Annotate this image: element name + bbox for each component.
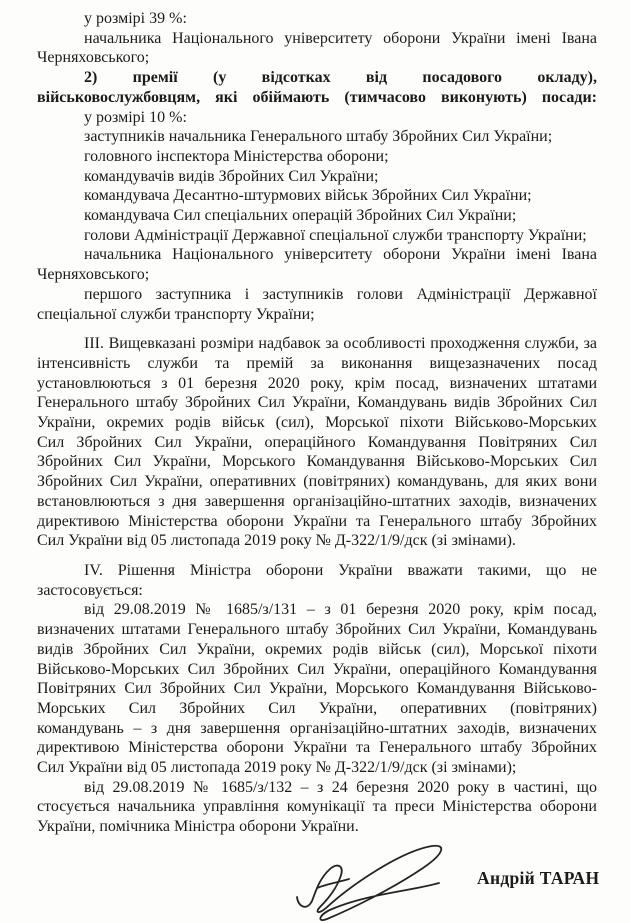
text-line: установлюються з 01 березня 2020 року, крім посад, визначених штатами (37, 374, 597, 392)
text-line: директивою Міністерства оборони України та Генерального штабу Збройних (37, 739, 597, 757)
text-line: визначених штатами Генерального штабу Збройних Сил України, Командувань (37, 621, 597, 639)
text-line: встановлюються з дня завершення організаційно-штатних заходів, визначених (37, 492, 597, 510)
text-line: першого заступника і заступників голови Адміністрації Державної (84, 285, 597, 303)
text-line: командувачів видів Збройних Сил України; (84, 167, 379, 185)
text-line: голови Адміністрації Державної спеціальної служби транспорту України; (84, 226, 587, 244)
text-line: Сил України від 05 листопада 2019 року № Д-322/1/9/дск (зі змінами); (37, 759, 517, 777)
clause-2-premii (37, 68, 597, 107)
text-line: Сил України від 05 листопада 2019 року № Д-322/1/9/дск (зі змінами). (37, 532, 516, 550)
size-10-line (37, 108, 597, 128)
text-line: від 29.08.2019 № 1685/з/131 – з 01 березня 2020 року, крім посад, (84, 601, 597, 619)
text-line: Черняховського; (37, 266, 150, 284)
size-39-line (37, 9, 597, 29)
text-line: Черняховського; (37, 49, 150, 67)
section-4-decision-131 (37, 600, 597, 777)
list-item-special-transport-head (37, 226, 597, 246)
list-item-air-assault (37, 186, 597, 206)
section-3-paragraph (37, 334, 597, 551)
text-line: від 29.08.2019 № 1685/з/132 – з 24 березня 2020 року в частині, що (84, 778, 597, 796)
text-line: Збройних Сил України, оперативних (повітряних) командувань, для яких вони (37, 473, 597, 491)
text-line: заступників начальника Генерального штабу Збройних Сил України; (84, 128, 553, 146)
text-line: III. Вищевказані розміри надбавок за особливості проходження служби, за (84, 335, 597, 353)
text-line: Морських Сил Збройних Сил України, оперативних (повітряних) (37, 699, 597, 717)
text-line: у розмірі 39 %: (84, 10, 187, 27)
list-item-commanders-services (37, 167, 597, 187)
signer-name: Андрій ТАРАН (477, 867, 600, 888)
text-line: спеціальної служби транспорту України; (37, 305, 315, 323)
text-line: видів Збройних Сил України, окремих родів військ (сил), Морської піхоти (37, 640, 597, 658)
text-line: головного інспектора Міністерства оборони; (84, 147, 389, 165)
list-item-chief-inspector (37, 147, 597, 167)
text-line: Сил Збройних Сил України, операційного Командування Повітряних Сил (37, 433, 597, 451)
text-line: 2) премії (у відсотках від посадового окладу), (84, 69, 597, 87)
text-line: командувача Десантно-штурмових військ Збройних Сил України; (84, 187, 532, 205)
list-item-first-deputy-transport (37, 285, 597, 324)
text-line: України, окремих родів військ (сил), Морської піхоти Військово-Морських (37, 414, 597, 432)
text-line: командувань – з дня завершення організаційно-штатних заходів, визначених (37, 719, 597, 737)
text-line: застосовується: (37, 581, 143, 599)
text-line: Військово-Морських Сил Збройних Сил України, операційного Командування (37, 660, 597, 678)
document-body (37, 9, 597, 837)
text-line: інтенсивність служби та премій за виконання вищезазначених посад (37, 354, 597, 372)
item-nudu-39 (37, 29, 597, 68)
text-line: директивою Міністерства оборони України та Генерального штабу Збройних (37, 512, 597, 530)
text-line: начальника Національного університету оборони України імені Івана (84, 246, 597, 264)
text-line: начальника Національного університету оборони України імені Івана (84, 29, 597, 47)
list-item-nudu-10 (37, 245, 597, 284)
text-line: Повітряних Сил Збройних Сил України, Морського Командування Військово- (37, 680, 597, 698)
text-line: Збройних Сил України, Морського Командування Військово-Морських Сил (37, 453, 597, 471)
text-line: у розмірі 10 %: (84, 108, 187, 126)
handwritten-signature-icon (289, 841, 461, 923)
text-line: командувача Сил спеціальних операцій Збройних Сил України; (84, 207, 517, 225)
text-line: України, помічника Міністра оборони України. (37, 818, 359, 836)
list-item-deputies-general-staff (37, 127, 597, 147)
list-item-special-operations (37, 206, 597, 226)
signature-row (37, 841, 600, 923)
text-line: Генерального штабу Збройних Сил України, Командувань видів Збройних Сил (37, 394, 597, 412)
text-line: IV. Рішення Міністра оборони України вважати такими, що не (84, 561, 597, 579)
text-line: стосується начальника управління комунікації та преси Міністерства оборони (37, 798, 597, 816)
section-4-intro (37, 561, 597, 600)
section-4-decision-132 (37, 778, 597, 837)
text-line: військовослужбовцям, які обіймають (тимчасово виконують) посади: (37, 88, 597, 106)
